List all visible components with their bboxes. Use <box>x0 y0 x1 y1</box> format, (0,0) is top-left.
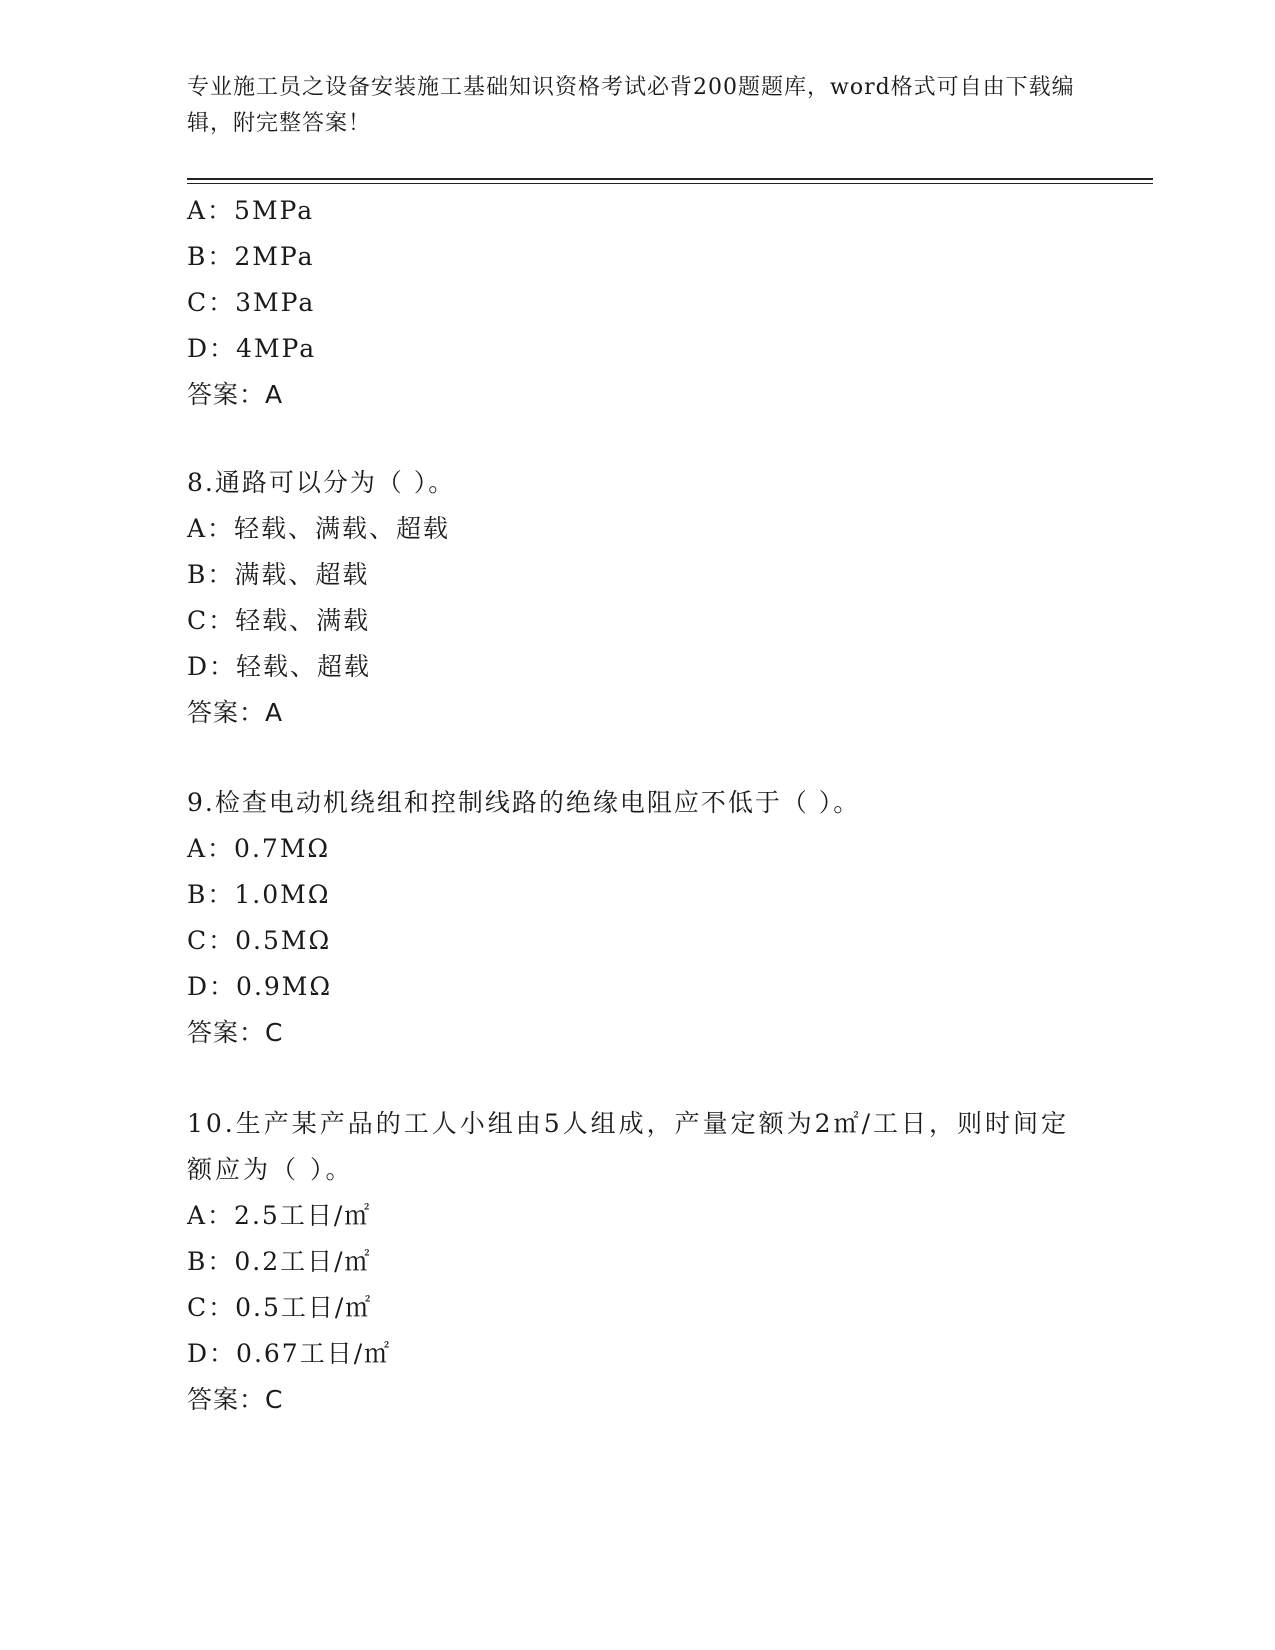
option-c: C：轻载、满载 <box>187 606 371 635</box>
answer: 答案：C <box>187 1385 284 1414</box>
answer: 答案：A <box>187 698 284 727</box>
option-a: A：轻载、满载、超载 <box>187 514 451 543</box>
option-b: B：0.2工日/㎡ <box>187 1247 372 1276</box>
option-c: C：0.5MΩ <box>187 926 332 955</box>
option-a: A：2.5工日/㎡ <box>187 1201 372 1230</box>
option-c: C：3MPa <box>187 288 316 317</box>
answer: 答案：A <box>187 380 284 409</box>
option-b: B：满载、超载 <box>187 560 370 589</box>
option-d: D：0.67工日/㎡ <box>187 1339 392 1368</box>
question-10 <box>187 1101 1087 1423</box>
question-8 <box>187 460 1153 736</box>
option-b: B：1.0MΩ <box>187 880 331 909</box>
option-a: A：0.7MΩ <box>187 834 331 863</box>
question-text: 8.通路可以分为（ ）。 <box>187 468 456 497</box>
document-header-title: 专业施工员之设备安装施工基础知识资格考试必背200题题库，word格式可自由下载编辑，附完整答案！ <box>187 75 1075 136</box>
option-c: C：0.5工日/㎡ <box>187 1293 373 1322</box>
header-divider-thin <box>187 183 1153 184</box>
option-d: D：轻载、超载 <box>187 652 372 681</box>
header-divider-thick <box>187 178 1153 180</box>
answer: 答案：C <box>187 1018 284 1047</box>
question-text: 10.生产某产品的工人小组由5人组成，产量定额为2㎡/工日，则时间定额应为（ ）。 <box>187 1109 1069 1184</box>
option-a: A：5MPa <box>187 196 315 225</box>
option-b: B：2MPa <box>187 242 315 271</box>
option-d: D：0.9MΩ <box>187 972 333 1001</box>
question-9 <box>187 780 1153 1056</box>
option-d: D：4MPa <box>187 334 317 363</box>
question-7 <box>187 188 1153 418</box>
question-text: 9.检查电动机绕组和控制线路的绝缘电阻应不低于（ ）。 <box>187 788 861 817</box>
